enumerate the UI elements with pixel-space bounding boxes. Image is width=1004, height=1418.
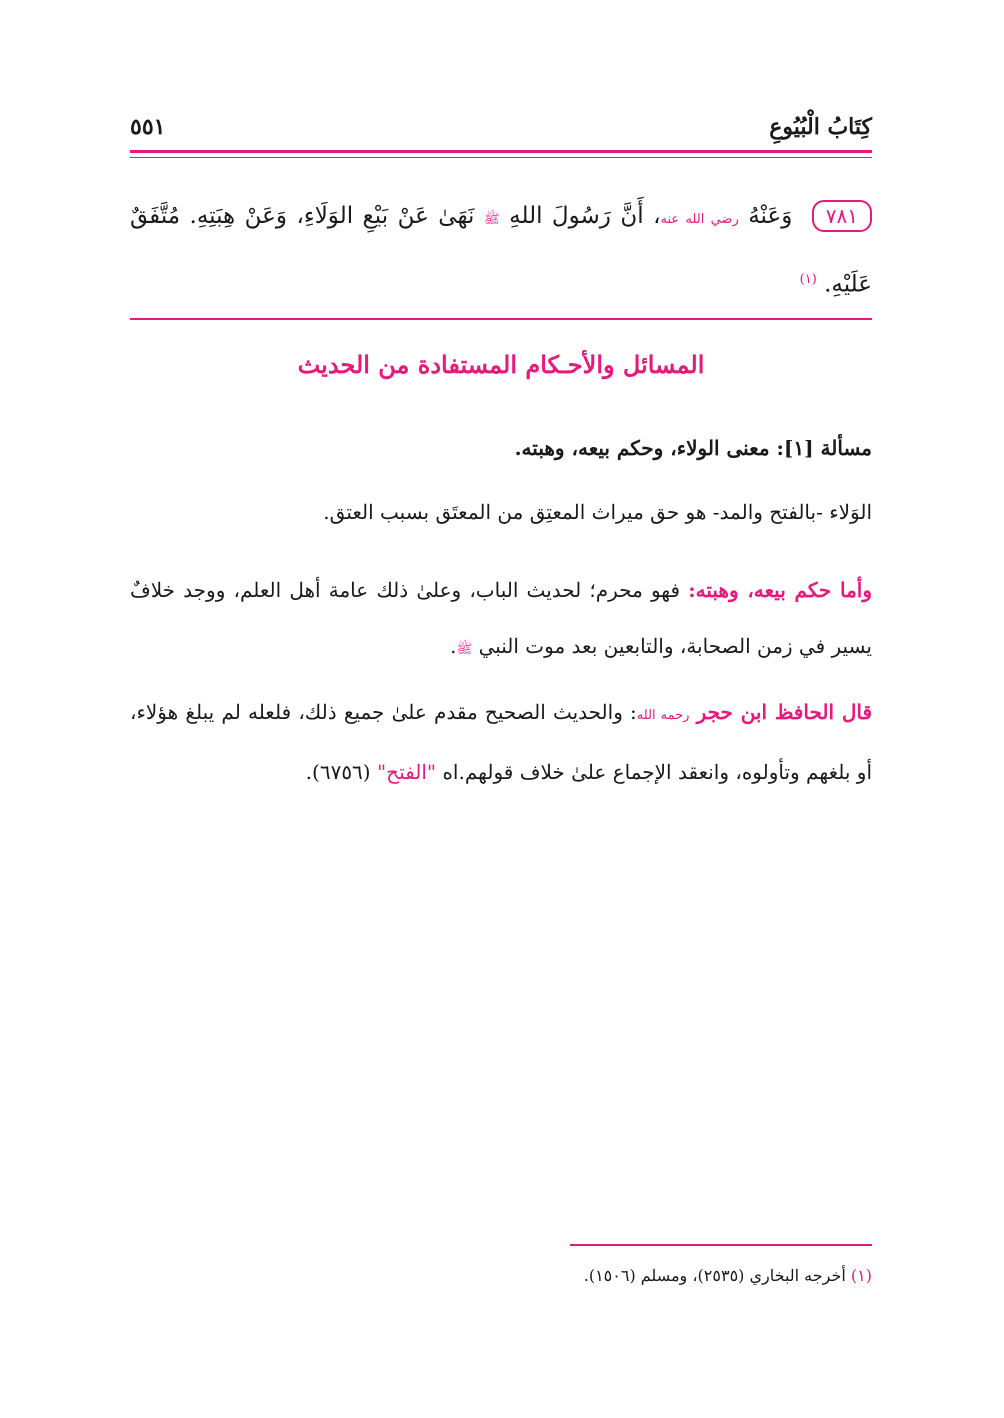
paragraph-ruling [130,562,872,678]
paragraph-quote [130,684,872,800]
quote-lead: قال الحافظ ابن حجر [696,700,873,724]
hadith-salutation-1: رضي الله عنه [660,212,739,227]
header-rule-thick [130,150,872,153]
hadith-text-3: نَهَىٰ عَنْ بَيْعِ الوَلَاءِ، وَعَنْ هِبَتِهِ. مُتَّفَقٌ عَلَيْهِ. [130,203,872,298]
footnote-divider [570,1244,872,1246]
hadith-number-badge: ٧٨١ [812,200,872,232]
issue-heading [130,420,872,476]
page-header [130,110,872,150]
ruling-text-1: فهو محرم؛ لحديث الباب، وعلىٰ ذلك عامة أهل العلم، ووجد خلافٌ يسير في زمن الصحابة، والتابعين بعد موت النبي [130,578,872,658]
footnote-reference[interactable]: (١) [799,272,817,287]
ruling-lead: وأما حكم بيعه، وهبته: [688,578,873,602]
footnote-marker: (١) [850,1266,872,1285]
section-divider [130,318,872,320]
ruling-salutation: ﷺ [456,642,473,657]
quote-text-1: : والحديث الصحيح مقدم علىٰ جميع ذلك، فلعله لم يبلغ هؤلاء، أو بلغهم وتأولوه، وانعقد الإجماع علىٰ خلاف قولهم.اه [130,700,872,784]
footnote [130,1266,872,1285]
issue-title: معنى الولاء، وحكم بيعه، وهبته. [514,436,770,460]
quote-source: "الفتح" [376,760,437,784]
hadith-text-1: وَعَنْهُ [748,203,793,229]
footnote-text: أخرجه البخاري (٢٥٣٥)، ومسلم (١٥٠٦). [583,1266,846,1285]
hadith-salutation-2: ﷺ [483,212,500,227]
header-rule-thin [130,157,872,158]
issue-label: مسألة [١]: [776,436,872,460]
section-heading: المسائل والأحـكام المستفادة من الحديث [297,350,705,379]
ruling-text-2: . [450,634,457,658]
hadith-block [130,186,872,315]
paragraph-definition: الوَلاء -بالفتح والمد- هو حق ميراث المعتِق من المعتَق بسبب العتق. [323,500,872,524]
hadith-text-2: ، أَنَّ رَسُولَ اللهِ [509,203,661,229]
book-title: كِتَابُ الْبُيُوعِ [769,114,872,140]
quote-text-2: (٦٧٥٦). [305,760,371,784]
quote-salutation: رحمه الله [636,708,690,723]
page-number: ٥٥١ [130,114,166,140]
